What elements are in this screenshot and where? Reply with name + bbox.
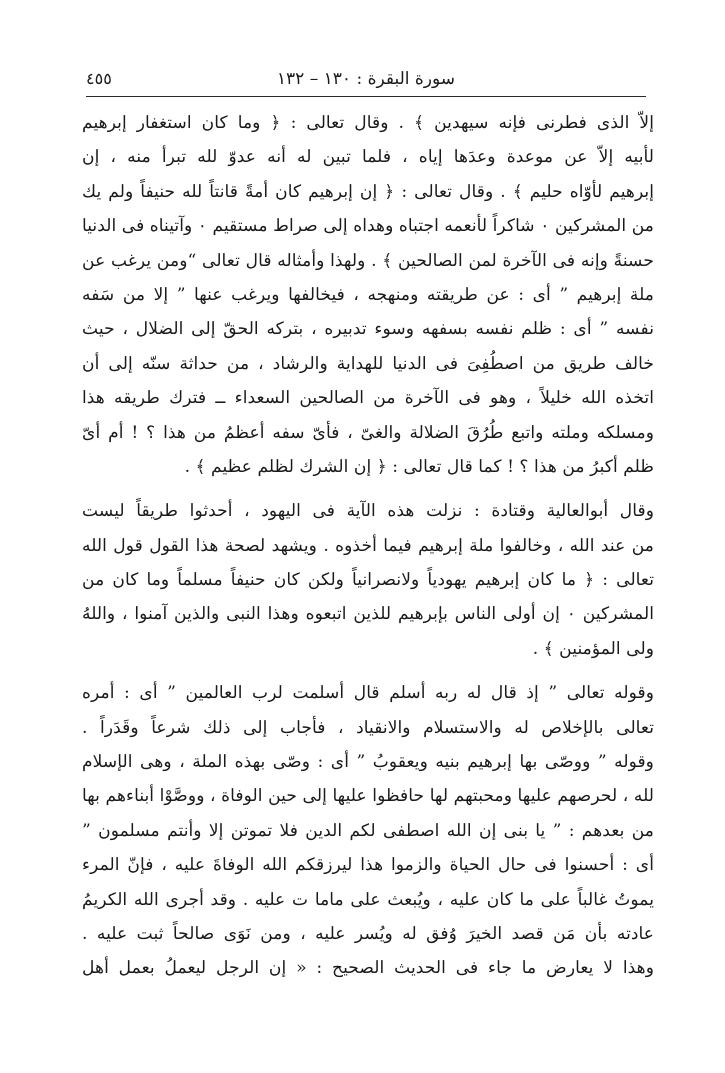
text-line: لأبيه إلاّ عن موعدة وعدَها إياه ، فلما تبين له أنه عدوّ لله تبرأ منه ، إن xyxy=(82,147,654,168)
text-line: المشركين ٠ إن أولى الناس بإبرهيم للذين اتبعوه وهذا النبى والذين آمنوا ، واللهُ xyxy=(82,604,654,625)
running-header xyxy=(86,66,646,92)
text-line: خالف طريق من اصطُفِىَ فى الدنيا للهداية والرشاد ، من حداثة سنّه إلى أن xyxy=(82,353,654,374)
text-line: يموتُ غالباً على ما كان عليه ، ويُبعث على ماما ت عليه . وقد أجرى الله الكريمُ xyxy=(82,889,654,910)
text-line: تعالى : ﴿ ما كان إبرهيم يهودياً ولانصرانياً ولكن كان حنيفاً مسلماً وما كان من xyxy=(82,570,654,591)
text-line: من عند الله ، وخالفوا ملة إبرهيم فيما أخذوه . ويشهد لصحة هذا القول قول الله xyxy=(82,535,654,556)
text-line: من المشركين ٠ شاكراً لأنعمه اجتباه وهداه إلى صراط مستقيم ٠ وآتيناه فى الدنيا xyxy=(82,216,654,237)
text-line: لله ، لحرصهم عليها ومحبتهم لها حافظوا عليها إلى حين الوفاة ، ووصَّوْا أبناءهم بها xyxy=(82,786,654,807)
text-line: وقوله تعالى ” إذ قال له ربه أسلم قال أسلمت لرب العالمين ” أى : أمره xyxy=(82,683,654,704)
text-line: وهذا لا يعارض ما جاء فى الحديث الصحيح : « إن الرجل ليعملُ بعمل أهل xyxy=(82,958,654,979)
surah-title: سورة البقرة : ١٣٠ – ١٣٢ xyxy=(276,69,456,89)
paragraph-2 xyxy=(82,494,654,666)
text-line: ولى المؤمنين ﴾ . xyxy=(532,638,654,659)
text-line: أى : أحسنوا فى حال الحياة والزموا هذا ليرزقكم الله الوفاةَ عليه ، فإنّ المرء xyxy=(82,855,654,876)
body-text xyxy=(82,106,654,986)
text-line: تعالى بالإخلاص له والاستسلام والانقياد ، فأجاب إلى ذلك شرعاً وقَدَراً . xyxy=(82,717,654,738)
text-line: وقال أبوالعالية وقتادة : نزلت هذه الآية فى اليهود ، أحدثوا طريقاً ليست xyxy=(82,501,654,522)
text-line: حسنةً وإنه فى الآخرة لمن الصالحين ﴾ . ولهذا وأمثاله قال تعالى “ومن يرغب عن xyxy=(82,250,654,271)
header-divider xyxy=(86,96,646,97)
text-line: عادته بأن مَن قصد الخيرَ وُفق له ويُسر عليه ، ومن نَوَى صالحاً ثبت عليه . xyxy=(82,923,654,944)
text-line: نفسه ” أى : ظلم نفسه بسفهه وسوء تدبيره ، بتركه الحقّ إلى الضلال ، حيث xyxy=(82,319,654,340)
text-line: وقوله ” ووصّى بها إبرهيم بنيه ويعقوبُ ” أى : وصّى بهذه الملة ، وهى الإسلام xyxy=(82,752,654,773)
text-line: إلاّ الذى فطرنى فإنه سيهدين ﴾ . وقال تعالى : ﴿ وما كان استغفار إبرهيم xyxy=(82,113,654,133)
paragraph-spacer xyxy=(82,666,654,676)
paragraph-1 xyxy=(82,106,654,484)
text-line: من بعدهم : ” يا بنى إن الله اصطفى لكم الدين فلا تموتن إلا وأنتم مسلمون ” xyxy=(82,820,654,841)
paragraph-spacer xyxy=(82,484,654,494)
paragraph-3 xyxy=(82,676,654,986)
text-line: ملة إبرهيم ” أى : عن طريقته ومنهجه ، فيخالفها ويرغب عنها ” إلا من سَفه xyxy=(82,284,654,305)
page-number: ٤٥٥ xyxy=(86,69,112,88)
text-line: إبرهيم لأوّاه حليم ﴾ . وقال تعالى : ﴿ إن إبرهيم كان أمةً قانتاً لله حنيفاً ولم يك xyxy=(82,181,654,202)
text-line: ومسلكه وملته واتبع طُرُقَ الضلالة والغىّ ، فأىّ سفه أعظمُ من هذا ؟ ! أم أىّ xyxy=(82,422,654,443)
text-line: ظلم أكبرُ من هذا ؟ ! كما قال تعالى : ﴿ إن الشرك لظلم عظيم ﴾ . xyxy=(184,456,654,477)
text-line: اتخذه الله خليلاً ، وهو فى الآخرة من الصالحين السعداء ــ فترك طريقه هذا xyxy=(82,388,654,409)
